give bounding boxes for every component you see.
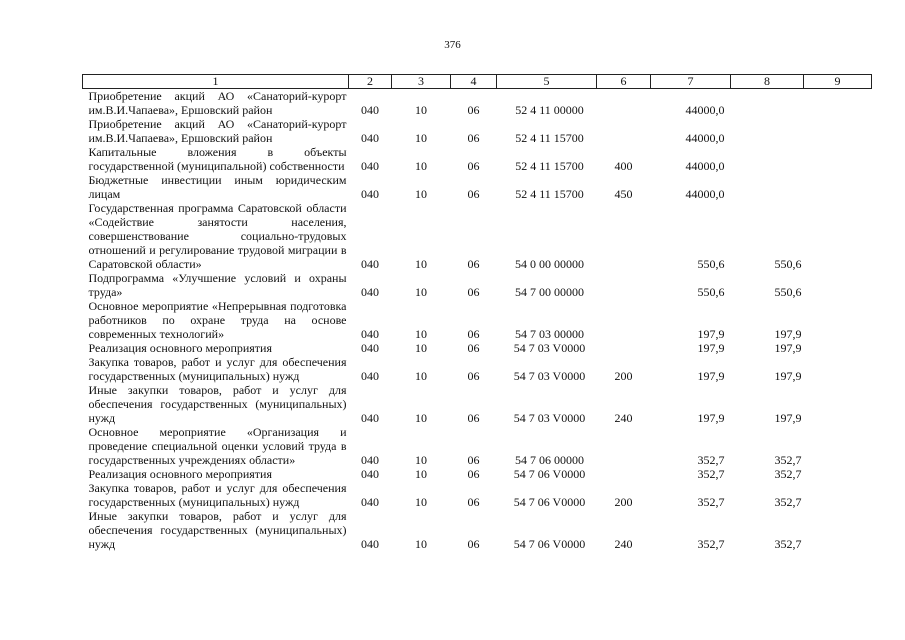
table-row <box>83 89 872 118</box>
row-name-cell: Приобретение акций АО «Санаторий-курорт им.В.И.Чапаева», Ершовский район <box>88 117 347 145</box>
row-grbs-cell: 040 <box>361 467 379 481</box>
row-amount-2-cell: 197,9 <box>774 369 802 383</box>
row-grbs-cell: 040 <box>361 257 379 271</box>
table-row <box>83 341 872 355</box>
row-section-cell: 10 <box>415 327 427 341</box>
row-name-cell: Основное мероприятие «Организация и проведение специальной оценки условий труда в государственных учреждениях области» <box>88 425 347 467</box>
row-amount-3-cell <box>804 201 872 271</box>
row-target-article-cell: 54 7 03 00000 <box>515 327 584 341</box>
row-amount-2-cell: 352,7 <box>774 453 802 467</box>
row-name-cell: Реализация основного мероприятия <box>88 467 272 481</box>
table-row <box>83 509 872 551</box>
table-row <box>83 201 872 271</box>
row-name-cell: Закупка товаров, работ и услуг для обеспечения государственных (муниципальных) нужд <box>88 355 347 383</box>
row-target-article-cell: 54 7 06 00000 <box>515 453 584 467</box>
row-amount-1-cell: 197,9 <box>697 369 725 383</box>
row-amount-3-cell <box>804 425 872 467</box>
row-section-cell: 10 <box>415 467 427 481</box>
row-target-article-cell: 52 4 11 00000 <box>515 103 584 117</box>
row-section-cell: 10 <box>415 341 427 355</box>
row-amount-2-cell <box>731 89 804 118</box>
row-amount-1-cell: 44000,0 <box>685 187 725 201</box>
row-amount-1-cell: 550,6 <box>697 285 725 299</box>
row-subsection-cell: 06 <box>467 453 480 467</box>
row-amount-1-cell: 352,7 <box>697 467 725 481</box>
row-name-cell: Капитальные вложения в объекты государственной (муниципальной) собственности <box>88 145 347 173</box>
column-header: 8 <box>731 75 804 89</box>
row-amount-2-cell: 550,6 <box>774 257 802 271</box>
table-row <box>83 467 872 481</box>
row-name-cell: Подпрограмма «Улучшение условий и охраны труда» <box>88 271 347 299</box>
row-target-article-cell: 52 4 11 15700 <box>515 131 584 145</box>
row-expense-type-cell: 240 <box>614 537 633 551</box>
row-name-cell: Закупка товаров, работ и услуг для обеспечения государственных (муниципальных) нужд <box>88 481 347 509</box>
row-subsection-cell: 06 <box>467 159 480 173</box>
row-amount-2-cell <box>731 173 804 201</box>
row-name-cell: Реализация основного мероприятия <box>88 341 272 355</box>
page-number: 376 <box>444 39 461 51</box>
row-target-article-cell: 52 4 11 15700 <box>515 159 584 173</box>
row-amount-1-cell: 44000,0 <box>685 159 725 173</box>
table-row <box>83 271 872 299</box>
row-section-cell: 10 <box>415 257 427 271</box>
row-target-article-cell: 54 7 03 V0000 <box>513 369 586 383</box>
row-amount-3-cell <box>804 117 872 145</box>
row-subsection-cell: 06 <box>467 187 480 201</box>
row-amount-3-cell <box>804 299 872 341</box>
row-subsection-cell: 06 <box>467 341 480 355</box>
row-target-article-cell: 54 7 03 V0000 <box>513 341 586 355</box>
row-expense-type-cell <box>597 201 651 271</box>
row-target-article-cell: 54 7 00 00000 <box>515 285 584 299</box>
row-amount-3-cell <box>804 341 872 355</box>
row-amount-3-cell <box>804 509 872 551</box>
row-amount-2-cell <box>731 117 804 145</box>
row-grbs-cell: 040 <box>361 537 379 551</box>
column-header: 7 <box>651 75 731 89</box>
row-expense-type-cell: 400 <box>614 159 633 173</box>
row-grbs-cell: 040 <box>361 369 379 383</box>
row-expense-type-cell: 200 <box>614 369 633 383</box>
row-subsection-cell: 06 <box>467 495 480 509</box>
row-name-cell: Иные закупки товаров, работ и услуг для обеспечения государственных (муниципальных) нужд <box>88 383 347 425</box>
row-amount-1-cell: 197,9 <box>697 411 725 425</box>
column-header: 4 <box>451 75 497 89</box>
row-name-cell: Бюджетные инвестиции иным юридическим лицам <box>88 173 347 201</box>
column-header: 1 <box>83 75 349 89</box>
row-subsection-cell: 06 <box>467 103 480 117</box>
row-amount-1-cell: 197,9 <box>697 327 725 341</box>
row-expense-type-cell: 200 <box>614 495 633 509</box>
row-target-article-cell: 54 7 06 V0000 <box>513 537 586 551</box>
row-amount-1-cell: 352,7 <box>697 495 725 509</box>
row-amount-2-cell: 550,6 <box>774 285 802 299</box>
row-expense-type-cell: 450 <box>614 187 633 201</box>
row-expense-type-cell <box>597 341 651 355</box>
row-amount-3-cell <box>804 467 872 481</box>
row-grbs-cell: 040 <box>361 453 379 467</box>
row-subsection-cell: 06 <box>467 131 480 145</box>
row-target-article-cell: 52 4 11 15700 <box>515 187 584 201</box>
row-section-cell: 10 <box>415 285 427 299</box>
row-name-cell: Приобретение акций АО «Санаторий-курорт им.В.И.Чапаева», Ершовский район <box>88 89 347 117</box>
row-grbs-cell: 040 <box>361 103 379 117</box>
column-header: 6 <box>597 75 651 89</box>
row-subsection-cell: 06 <box>467 257 480 271</box>
row-amount-3-cell <box>804 145 872 173</box>
table-header-row <box>83 75 872 89</box>
row-amount-3-cell <box>804 355 872 383</box>
row-section-cell: 10 <box>415 495 427 509</box>
table-row <box>83 299 872 341</box>
row-expense-type-cell <box>597 89 651 118</box>
row-subsection-cell: 06 <box>467 369 480 383</box>
table-row <box>83 481 872 509</box>
row-target-article-cell: 54 7 03 V0000 <box>513 411 586 425</box>
column-header: 9 <box>804 75 872 89</box>
table-row <box>83 145 872 173</box>
table-row <box>83 355 872 383</box>
row-expense-type-cell <box>597 299 651 341</box>
row-amount-1-cell: 352,7 <box>697 453 725 467</box>
row-subsection-cell: 06 <box>467 537 480 551</box>
table-body <box>83 89 872 552</box>
row-subsection-cell: 06 <box>467 411 480 425</box>
table-row <box>83 425 872 467</box>
row-target-article-cell: 54 7 06 V0000 <box>513 467 586 481</box>
row-section-cell: 10 <box>415 411 427 425</box>
row-grbs-cell: 040 <box>361 495 379 509</box>
row-grbs-cell: 040 <box>361 131 379 145</box>
row-grbs-cell: 040 <box>361 327 379 341</box>
row-amount-2-cell: 197,9 <box>774 411 802 425</box>
row-amount-1-cell: 44000,0 <box>685 131 725 145</box>
row-name-cell: Основное мероприятие «Непрерывная подготовка работников по охране труда на основе современных технологий» <box>88 299 347 341</box>
row-expense-type-cell <box>597 117 651 145</box>
row-grbs-cell: 040 <box>361 187 379 201</box>
row-expense-type-cell <box>597 271 651 299</box>
row-expense-type-cell <box>597 425 651 467</box>
row-section-cell: 10 <box>415 453 427 467</box>
budget-table <box>82 74 872 551</box>
row-amount-3-cell <box>804 89 872 118</box>
row-name-cell: Государственная программа Саратовской области «Содействие занятости населения, совершенствование социально-трудовых отношений и регулирование трудовой миграции в Саратовской области» <box>88 201 347 271</box>
row-grbs-cell: 040 <box>361 411 379 425</box>
row-subsection-cell: 06 <box>467 327 480 341</box>
row-section-cell: 10 <box>415 369 427 383</box>
row-section-cell: 10 <box>415 537 427 551</box>
row-amount-1-cell: 352,7 <box>697 537 725 551</box>
row-grbs-cell: 040 <box>361 285 379 299</box>
row-amount-2-cell: 197,9 <box>774 327 802 341</box>
table-row <box>83 383 872 425</box>
table-row <box>83 117 872 145</box>
row-grbs-cell: 040 <box>361 341 379 355</box>
row-target-article-cell: 54 0 00 00000 <box>515 257 584 271</box>
row-amount-2-cell: 352,7 <box>774 467 802 481</box>
row-expense-type-cell <box>597 467 651 481</box>
row-amount-1-cell: 550,6 <box>697 257 725 271</box>
row-section-cell: 10 <box>415 159 427 173</box>
row-expense-type-cell: 240 <box>614 411 633 425</box>
row-amount-2-cell <box>731 145 804 173</box>
row-amount-3-cell <box>804 271 872 299</box>
row-amount-2-cell: 352,7 <box>774 495 802 509</box>
row-amount-2-cell: 197,9 <box>774 341 802 355</box>
column-header: 3 <box>392 75 451 89</box>
row-subsection-cell: 06 <box>467 285 480 299</box>
row-subsection-cell: 06 <box>467 467 480 481</box>
column-header: 2 <box>349 75 392 89</box>
row-section-cell: 10 <box>415 103 427 117</box>
row-amount-3-cell <box>804 173 872 201</box>
table-row <box>83 173 872 201</box>
row-amount-1-cell: 197,9 <box>697 341 725 355</box>
row-amount-3-cell <box>804 481 872 509</box>
row-amount-3-cell <box>804 383 872 425</box>
row-section-cell: 10 <box>415 187 427 201</box>
row-target-article-cell: 54 7 06 V0000 <box>513 495 586 509</box>
column-header: 5 <box>497 75 597 89</box>
row-grbs-cell: 040 <box>361 159 379 173</box>
row-amount-1-cell: 44000,0 <box>685 103 725 117</box>
row-amount-2-cell: 352,7 <box>774 537 802 551</box>
row-name-cell: Иные закупки товаров, работ и услуг для обеспечения государственных (муниципальных) нужд <box>88 509 347 551</box>
row-section-cell: 10 <box>415 131 427 145</box>
